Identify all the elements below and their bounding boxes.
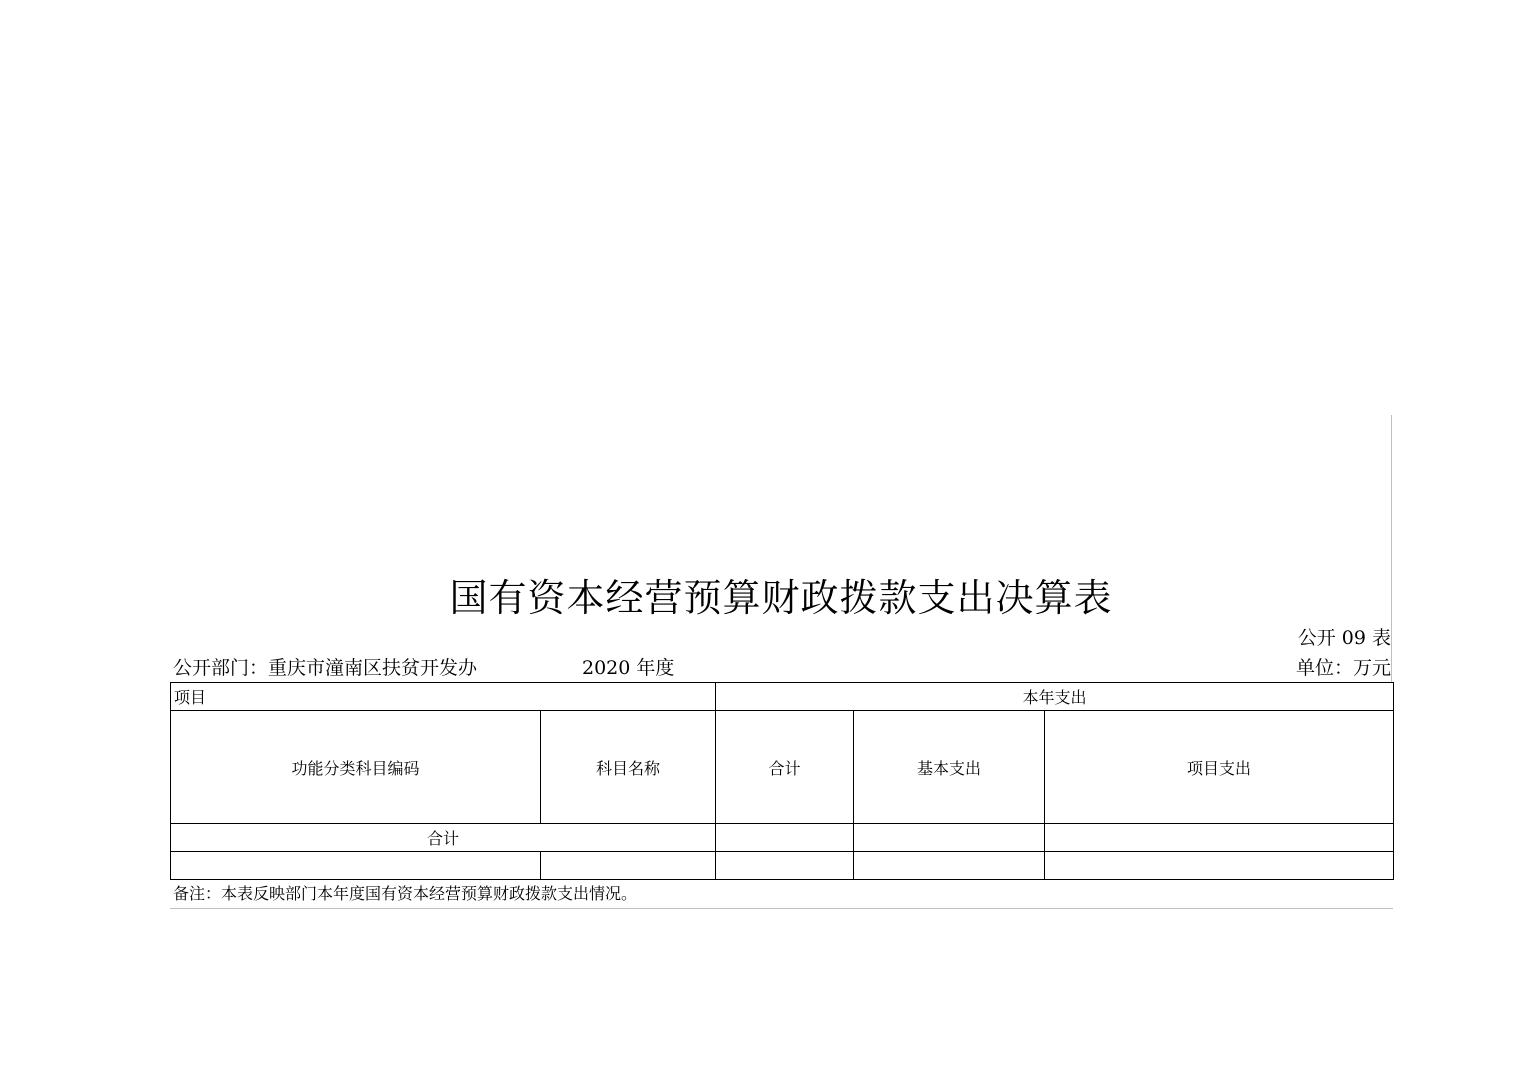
header-item: 项目 xyxy=(171,683,716,711)
row-total xyxy=(716,852,854,880)
total-row-label: 合计 xyxy=(171,824,716,852)
total-row-total xyxy=(716,824,854,852)
document-title: 国有资本经营预算财政拨款支出决算表 xyxy=(449,576,1113,620)
fiscal-year: 2020 年度 xyxy=(582,657,675,679)
table-header-row-2 xyxy=(171,711,1394,824)
row-basic xyxy=(854,852,1045,880)
page-right-rule xyxy=(1391,415,1392,682)
total-row xyxy=(171,824,1394,852)
row-project xyxy=(1045,852,1394,880)
table-header-row-1 xyxy=(171,683,1394,711)
header-project: 项目支出 xyxy=(1045,711,1394,824)
header-current-year: 本年支出 xyxy=(716,683,1394,711)
budget-table xyxy=(170,682,1394,880)
total-row-project xyxy=(1045,824,1394,852)
row-code xyxy=(171,852,541,880)
footnote-rule xyxy=(170,908,1393,909)
department-label: 公开部门：重庆市潼南区扶贫开发办 xyxy=(173,657,478,679)
footnote: 备注：本表反映部门本年度国有资本经营预算财政拨款支出情况。 xyxy=(173,884,638,903)
table-row xyxy=(171,852,1394,880)
header-code: 功能分类科目编码 xyxy=(171,711,541,824)
header-basic: 基本支出 xyxy=(854,711,1045,824)
header-name: 科目名称 xyxy=(541,711,716,824)
total-row-basic xyxy=(854,824,1045,852)
header-total: 合计 xyxy=(716,711,854,824)
unit-label: 单位：万元 xyxy=(1295,657,1391,679)
table-code: 公开 09 表 xyxy=(1297,627,1391,649)
row-name xyxy=(541,852,716,880)
